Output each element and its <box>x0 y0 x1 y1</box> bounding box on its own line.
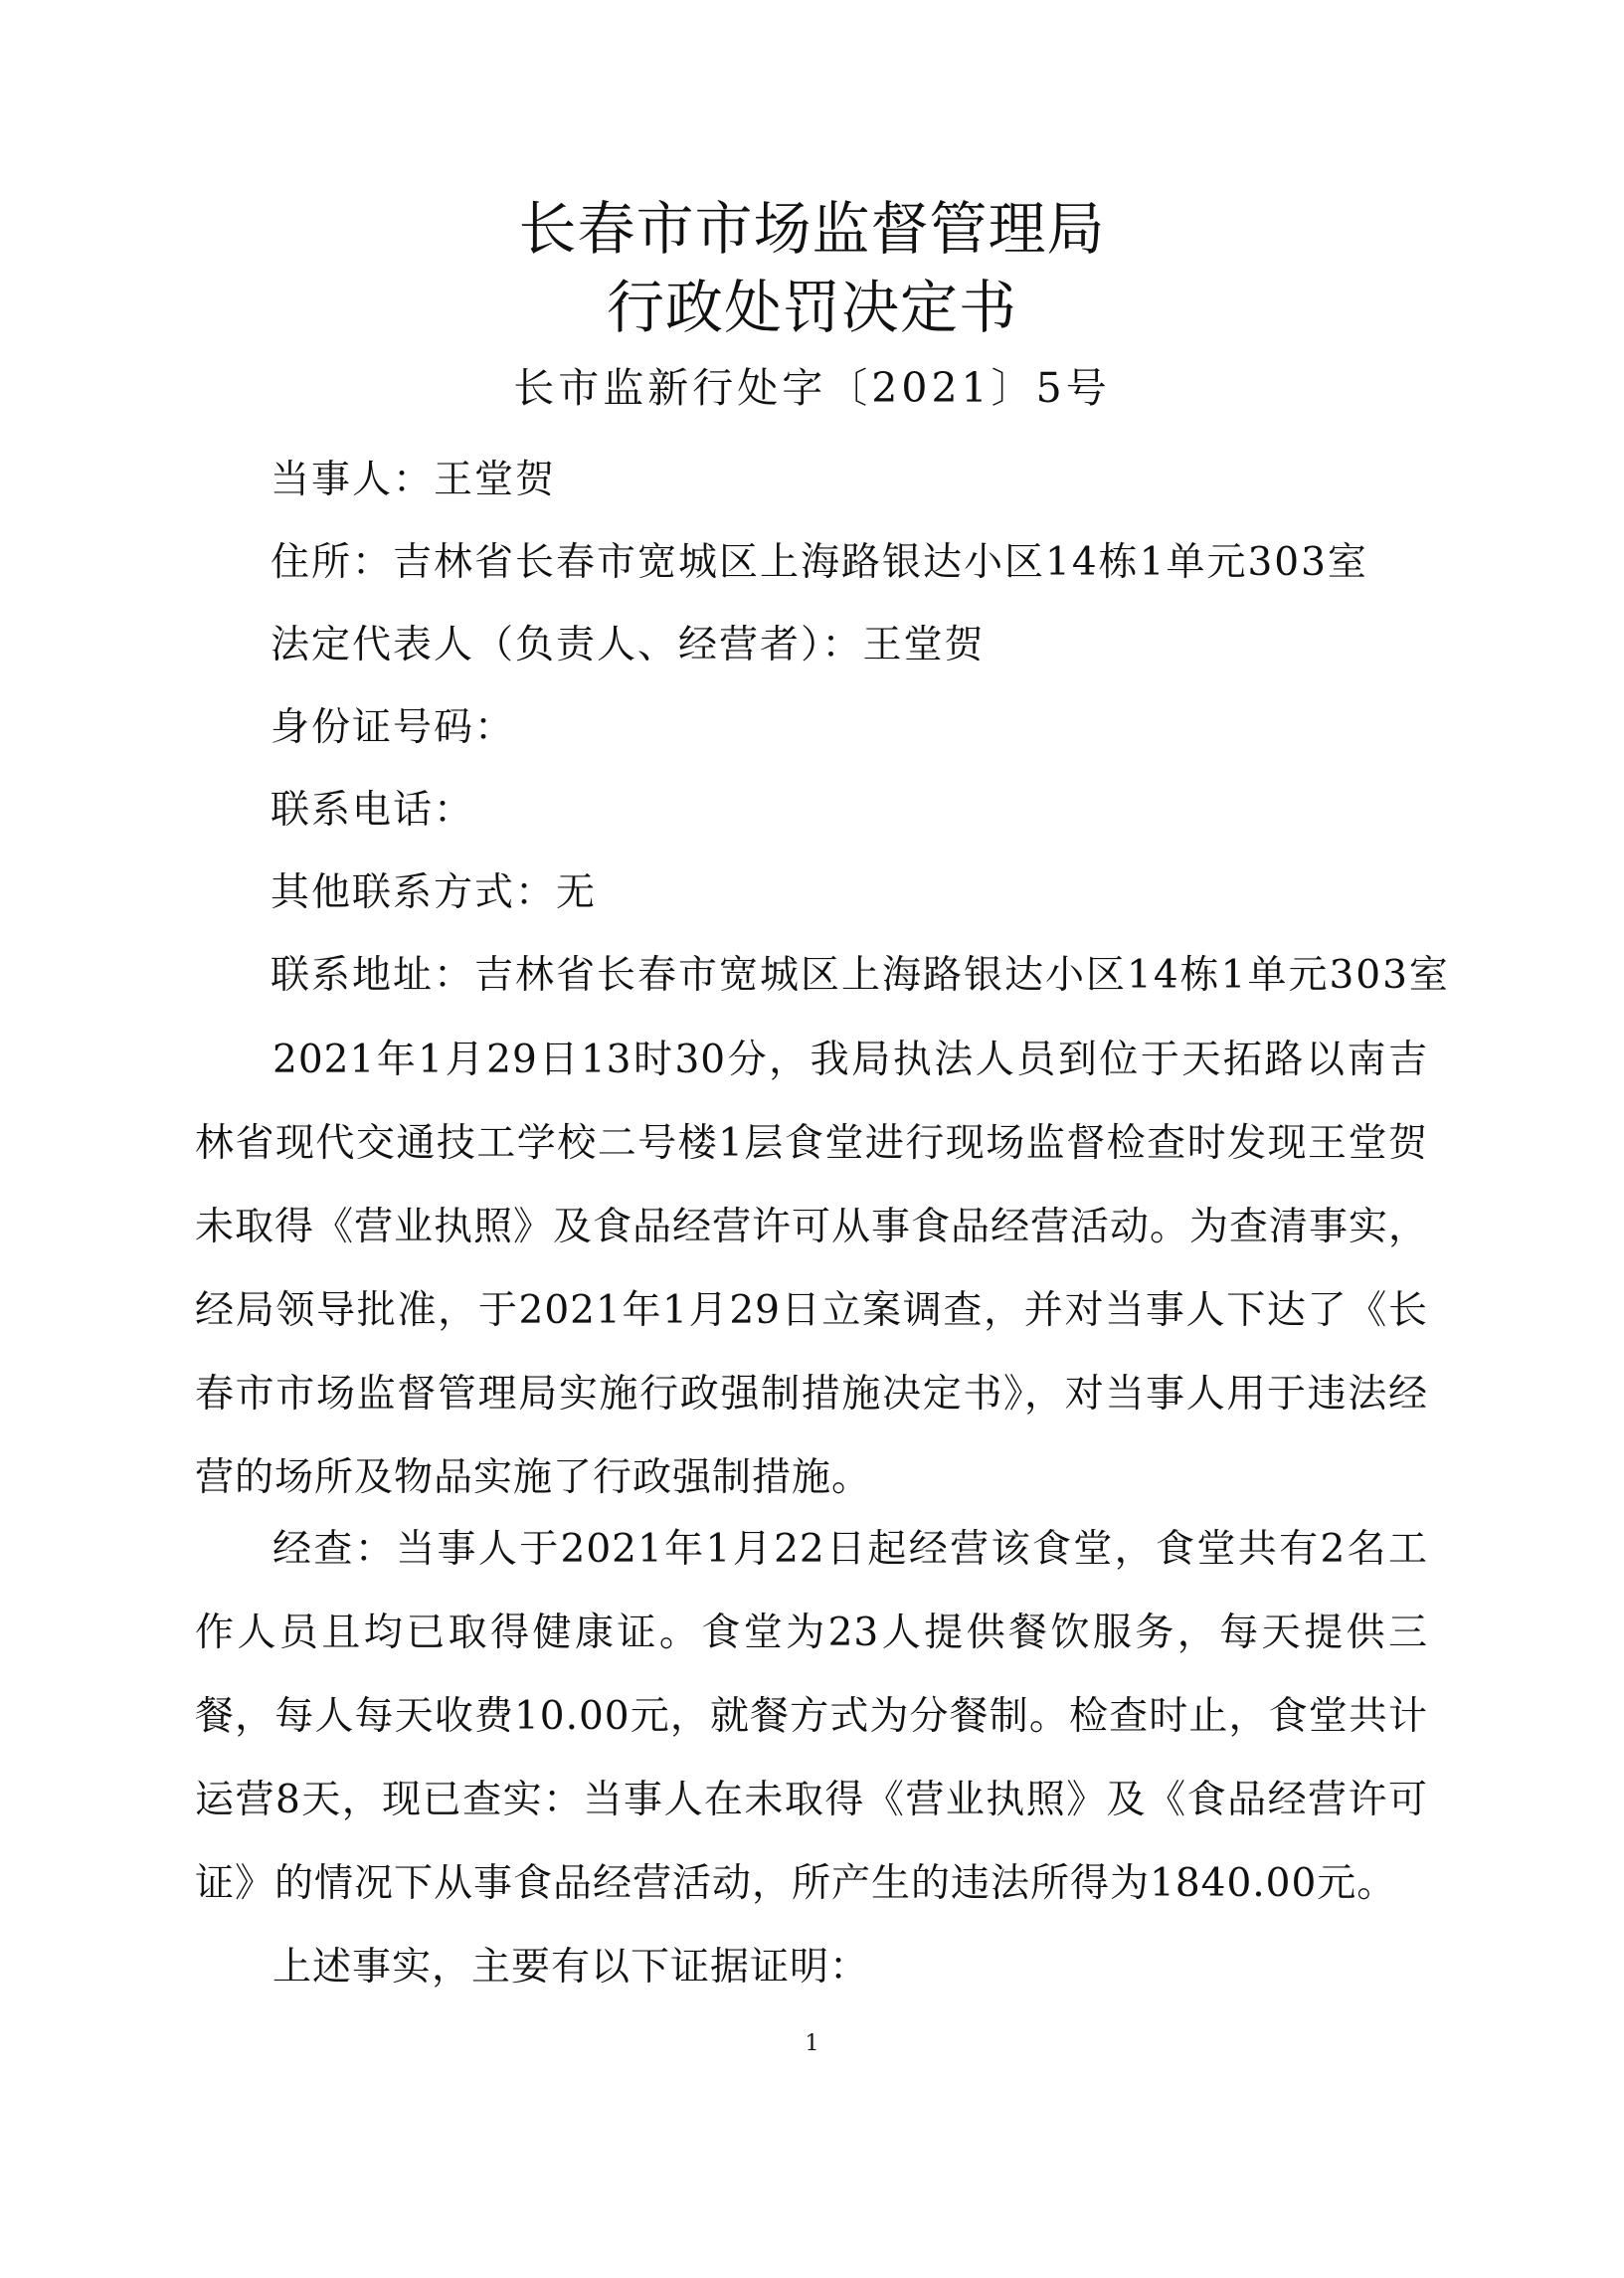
party-address: 住所：吉林省长春市宽城区上海路银达小区14栋1单元303室 <box>271 540 1368 585</box>
party-name: 当事人：王堂贺 <box>271 458 557 502</box>
agency-title: 长春市市场监督管理局 <box>518 195 1106 263</box>
document-title: 行政处罚决定书 <box>606 274 1017 341</box>
case-paragraph-findings: 经查：当事人于2021年1月22日起经营该食堂，食堂共有2名工作人员且均已取得健康证。食堂为23人提供餐饮服务，每天提供三餐，每人每天收费10.00元，就餐方式为分餐制。检查时止，食堂共计运营8天，现已查实：当事人在未取得《营业执照》及《食品经营许可证》的情况下从事食品经营活动，所产生的违法所得为1840.00元。 <box>195 1527 1428 1906</box>
contact-address: 联系地址：吉林省长春市宽城区上海路银达小区14栋1单元303室 <box>271 953 1450 998</box>
other-contact: 其他联系方式：无 <box>271 870 598 915</box>
case-paragraph-inspection: 2021年1月29日13时30分，我局执法人员到位于天拓路以南吉林省现代交通技工学校二号楼1层食堂进行现场监督检查时发现王堂贺未取得《营业执照》及食品经营许可从事食品经营活动。为查清事实，经局领导批准，于2021年1月29日立案调查，并对当事人下达了《长春市市场监督管理局实施行政强制措施决定书》，对当事人用于违法经营的场所及物品实施了行政强制措施。 <box>195 1038 1429 1500</box>
id-number: 身份证号码： <box>271 705 516 750</box>
legal-representative: 法定代表人（负责人、经营者）：王堂贺 <box>271 623 986 667</box>
case-paragraph-evidence: 上述事实，主要有以下证据证明： <box>272 1945 870 1990</box>
contact-phone: 联系电话： <box>271 788 475 833</box>
document-number: 长市监新行处字〔2021〕5号 <box>513 364 1111 412</box>
page-number: 1 <box>805 2031 819 2056</box>
